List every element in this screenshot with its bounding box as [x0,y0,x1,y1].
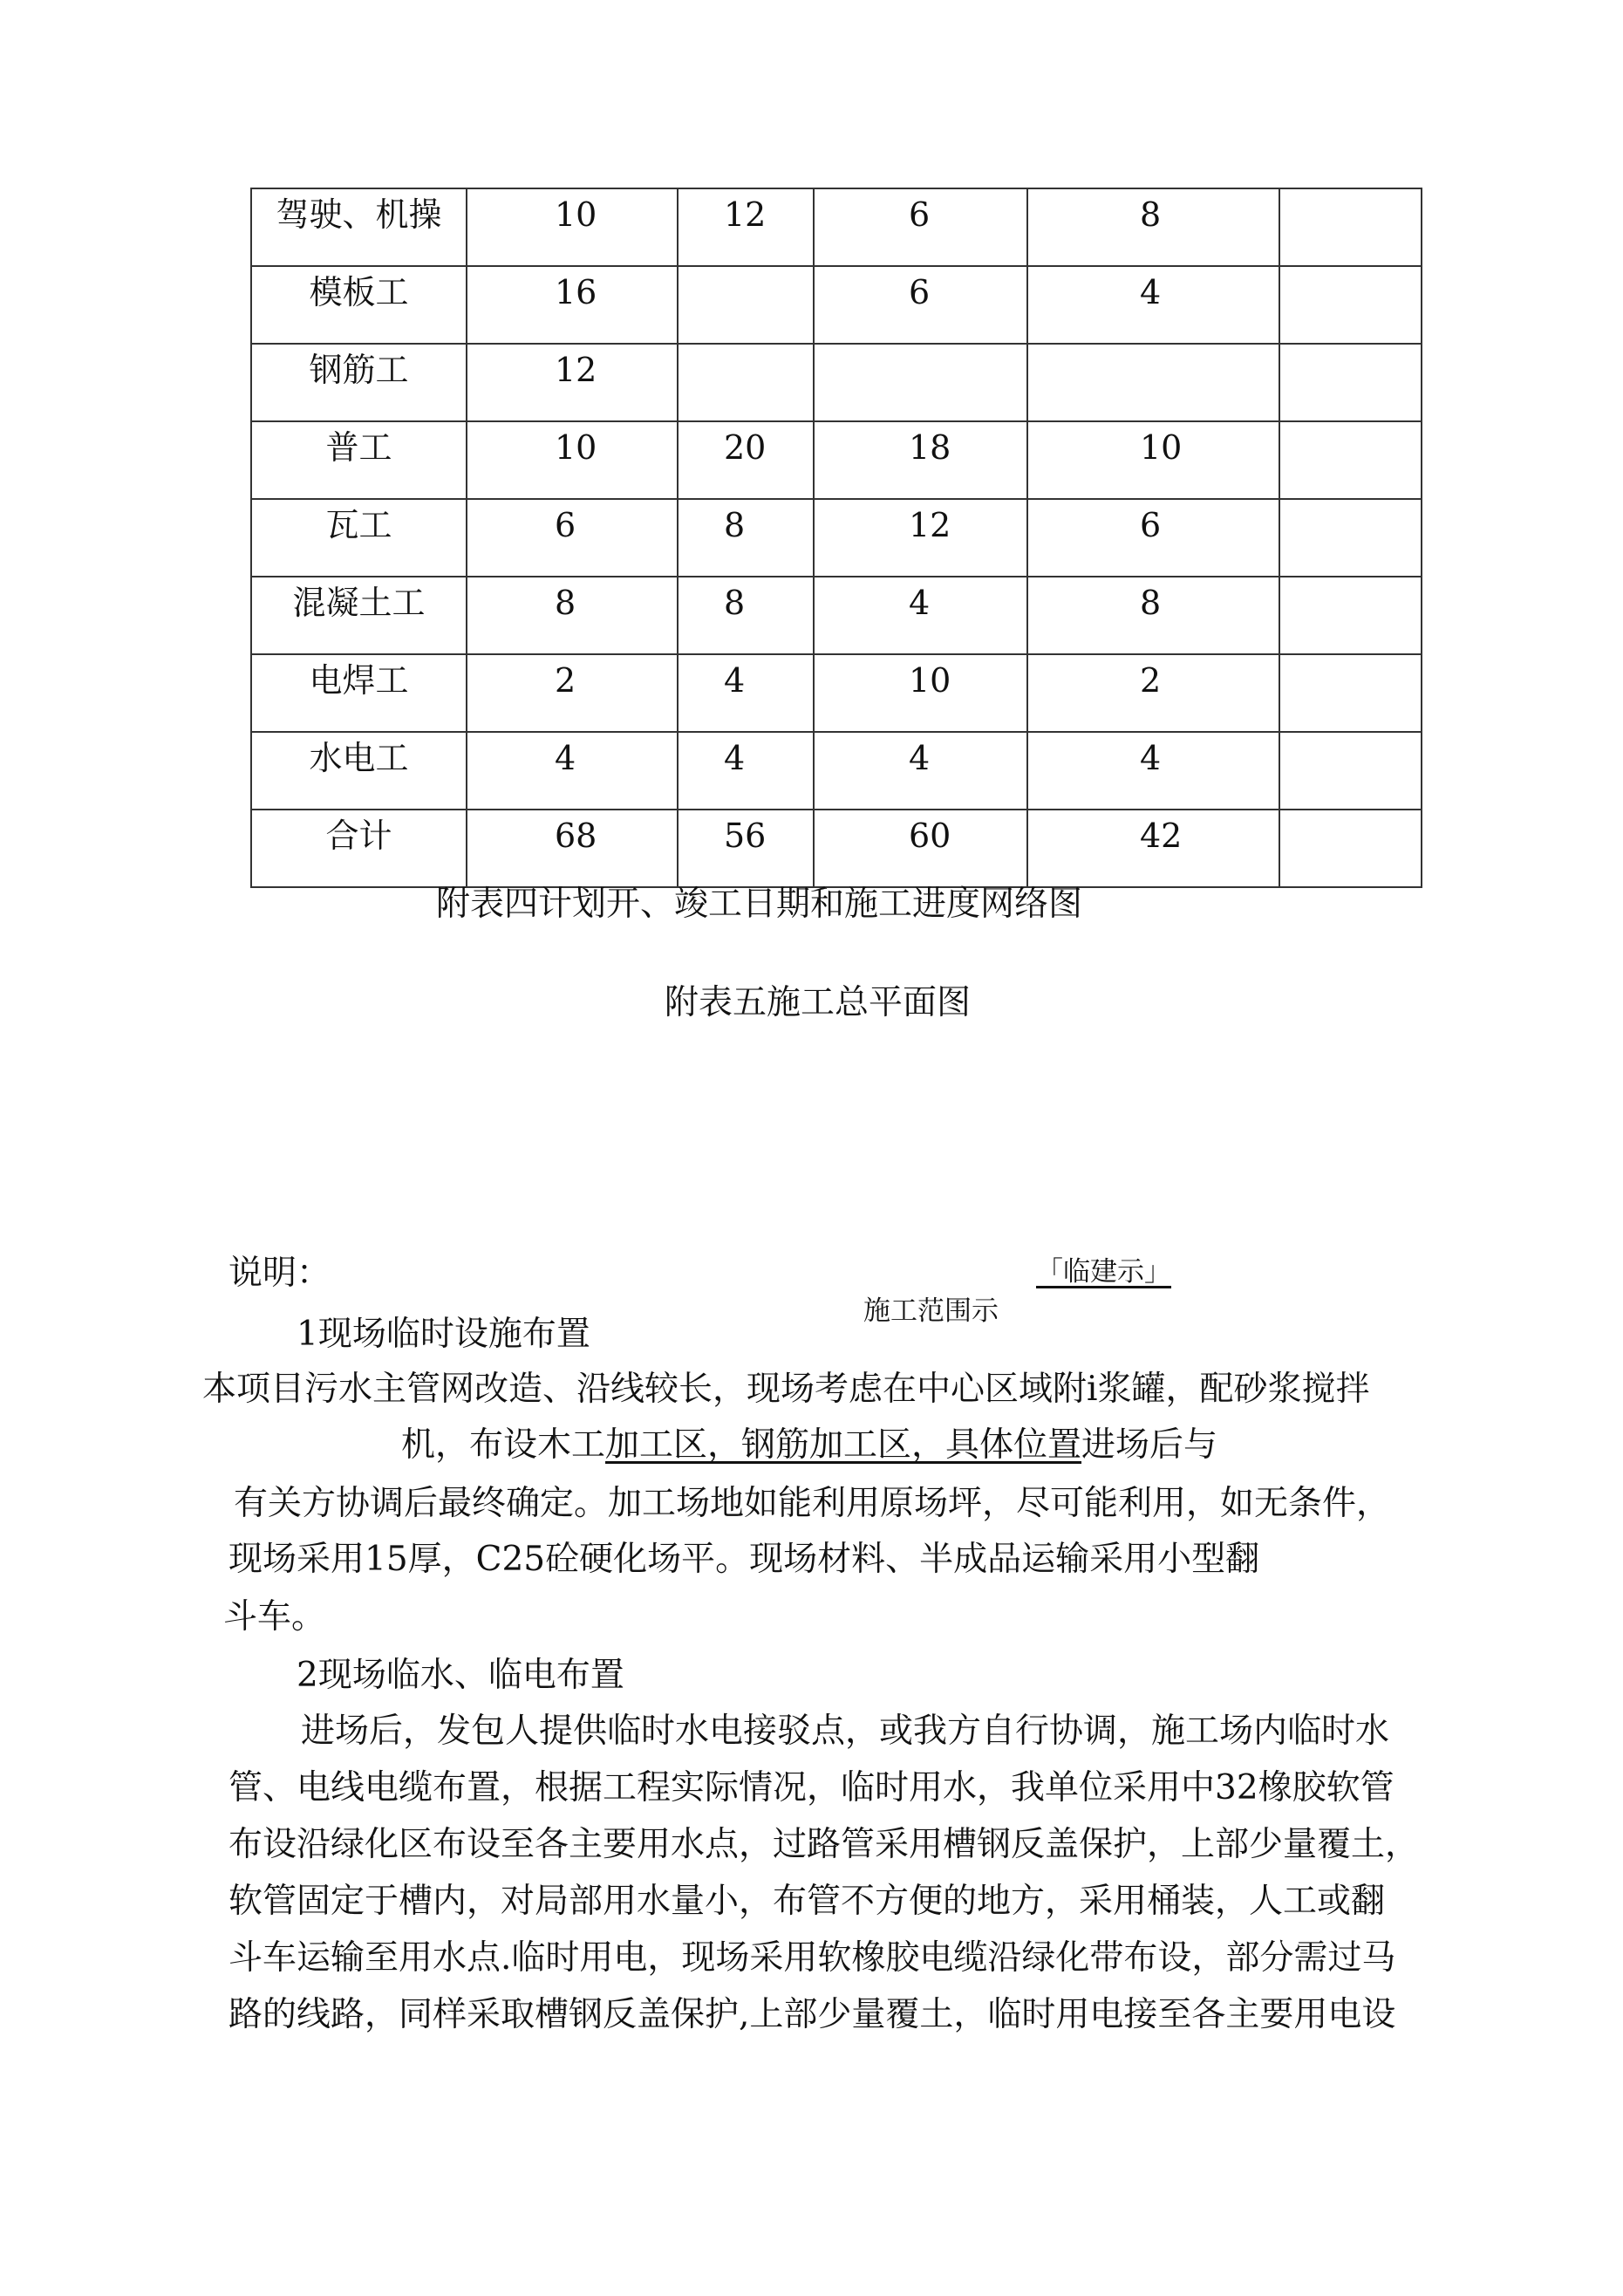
table-cell [1279,654,1422,732]
table-cell [467,810,678,887]
s1-line1: 本项目污水主管网改造、沿线较长，现场考虑在中心区域附i浆罐，配砂浆搅拌 [202,1370,1370,1409]
s2-line5: 斗车运输至用水点.临时用电，现场采用软橡胶电缆沿绿化带布设，部分需过马 [228,1938,1396,1978]
table-cell [467,654,678,732]
cell-value: 8 [724,584,746,622]
s1-line5: 斗车。 [223,1597,326,1637]
s2-line4: 软管固定于槽内，对局部用水量小，布管不方便的地方，采用桶装，人工或翻 [228,1882,1386,1921]
s2-line3: 布设沿绿化区布设至各主要用水点，过路管采用槽钢反盖保护，上部少量覆土， [228,1825,1420,1864]
cell-value: 10 [909,661,951,700]
table-cell [1027,577,1279,654]
cell-value: 2 [1140,661,1162,700]
table-cell [814,654,1027,732]
cell-value: 12 [909,506,951,544]
cell-value: 4 [909,584,931,622]
cell-value: 4 [724,661,746,700]
table-row [251,810,1422,887]
table-cell [678,344,814,421]
table-cell [678,421,814,499]
caption-table5: 附表五施工总平面图 [665,983,972,1022]
cell-value: 4 [724,739,746,777]
caption-table4: 附表四计划开、竣工日期和施工进度网络图 [436,885,1083,924]
cell-value [815,351,909,389]
section2-heading: 2现场临水、临电布置 [297,1656,624,1695]
row-label: 驾驶、机操 [251,188,467,266]
s2-line6: 路的线路，同样采取槽钢反盖保护,上部少量覆土，临时用电接至各主要用电设 [228,1995,1396,2034]
table-cell [814,810,1027,887]
table-cell [1279,810,1422,887]
cell-value: 6 [1140,506,1162,544]
row-label: 水电工 [251,732,467,810]
table-row [251,577,1422,654]
cell-value: 6 [555,506,576,544]
table-row [251,732,1422,810]
row-label: 合计 [251,810,467,887]
table-cell [1279,266,1422,344]
s1-line3: 有关方协调后最终确定。加工场地如能利用原场坪，尽可能利用，如无条件， [234,1484,1391,1523]
table-cell [1027,188,1279,266]
s1-line2-a: 机，布设木工 [401,1425,606,1465]
row-label: 瓦工 [251,499,467,577]
s1-line2 [401,1421,1217,1470]
cell-value: 4 [1140,739,1162,777]
cell-value: 6 [909,195,931,234]
cell-value [679,273,724,311]
s2-line2: 管、电线电缆布置，根据工程实际情况，临时用水，我单位采用中32橡胶软管 [228,1768,1395,1807]
table-cell [814,266,1027,344]
table-row [251,499,1422,577]
table-cell [1279,577,1422,654]
row-label: 混凝土工 [251,577,467,654]
table-cell [814,499,1027,577]
table-cell [1027,499,1279,577]
cell-value: 4 [1140,273,1162,311]
cell-value: 60 [909,817,951,855]
cell-value: 16 [555,273,597,311]
table-cell [814,732,1027,810]
table-row [251,266,1422,344]
table-cell [678,732,814,810]
table-row [251,421,1422,499]
labor-table-body [251,188,1422,887]
cell-value: 8 [724,506,746,544]
s2-line1: 进场后，发包人提供临时水电接驳点，或我方自行协调，施工场内临时水 [301,1712,1390,1751]
row-label: 电焊工 [251,654,467,732]
table-cell [678,266,814,344]
table-cell [467,577,678,654]
table-cell [678,577,814,654]
cell-value: 8 [555,584,576,622]
table-cell [467,344,678,421]
row-label: 钢筋工 [251,344,467,421]
labor-table [250,188,1422,888]
table-cell [467,421,678,499]
s1-line2-c: 进场后与 [1081,1425,1218,1465]
cell-value: 42 [1140,817,1183,855]
table-cell [678,810,814,887]
table-cell [678,654,814,732]
notes-title: 说明： [228,1254,331,1293]
table-cell [467,499,678,577]
cell-value: 4 [555,739,576,777]
table-cell [467,732,678,810]
table-cell [678,188,814,266]
cell-value: 12 [555,351,597,389]
cell-value: 4 [909,739,931,777]
table-cell [814,421,1027,499]
table-cell [1027,810,1279,887]
s1-line4: 现场采用15厚，C25砼硬化场平。现场材料、半成品运输采用小型翻 [228,1540,1260,1579]
table-row [251,188,1422,266]
table-cell [1027,732,1279,810]
legend-temp-build: 「临建示」 [1036,1256,1171,1288]
table-cell [1027,654,1279,732]
table-cell [1279,344,1422,421]
cell-value: 18 [909,428,951,467]
table-row [251,654,1422,732]
section1-heading: 1现场临时设施布置 [297,1315,590,1354]
cell-value [679,351,724,389]
table-cell [814,188,1027,266]
table-cell [1027,266,1279,344]
table-row [251,344,1422,421]
cell-value: 8 [1140,584,1162,622]
table-cell [467,266,678,344]
cell-value: 56 [724,817,767,855]
table-cell [1279,421,1422,499]
cell-value [1028,351,1140,389]
table-cell [1279,499,1422,577]
table-cell [814,577,1027,654]
table-cell [678,499,814,577]
cell-value: 20 [724,428,767,467]
table-cell [1027,421,1279,499]
cell-value: 10 [555,195,597,234]
cell-value: 2 [555,661,576,700]
row-label: 普工 [251,421,467,499]
cell-value: 10 [1140,428,1183,467]
legend-scope: 施工范围示 [863,1295,999,1327]
s1-line2-underlined: 加工区，钢筋加工区，具体位置 [605,1425,1082,1465]
table-cell [814,344,1027,421]
table-cell [1027,344,1279,421]
table-cell [1279,188,1422,266]
row-label: 模板工 [251,266,467,344]
cell-value: 10 [555,428,597,467]
cell-value: 68 [555,817,597,855]
table-cell [467,188,678,266]
table-cell [1279,732,1422,810]
cell-value: 6 [909,273,931,311]
cell-value: 12 [724,195,767,234]
cell-value: 8 [1140,195,1162,234]
